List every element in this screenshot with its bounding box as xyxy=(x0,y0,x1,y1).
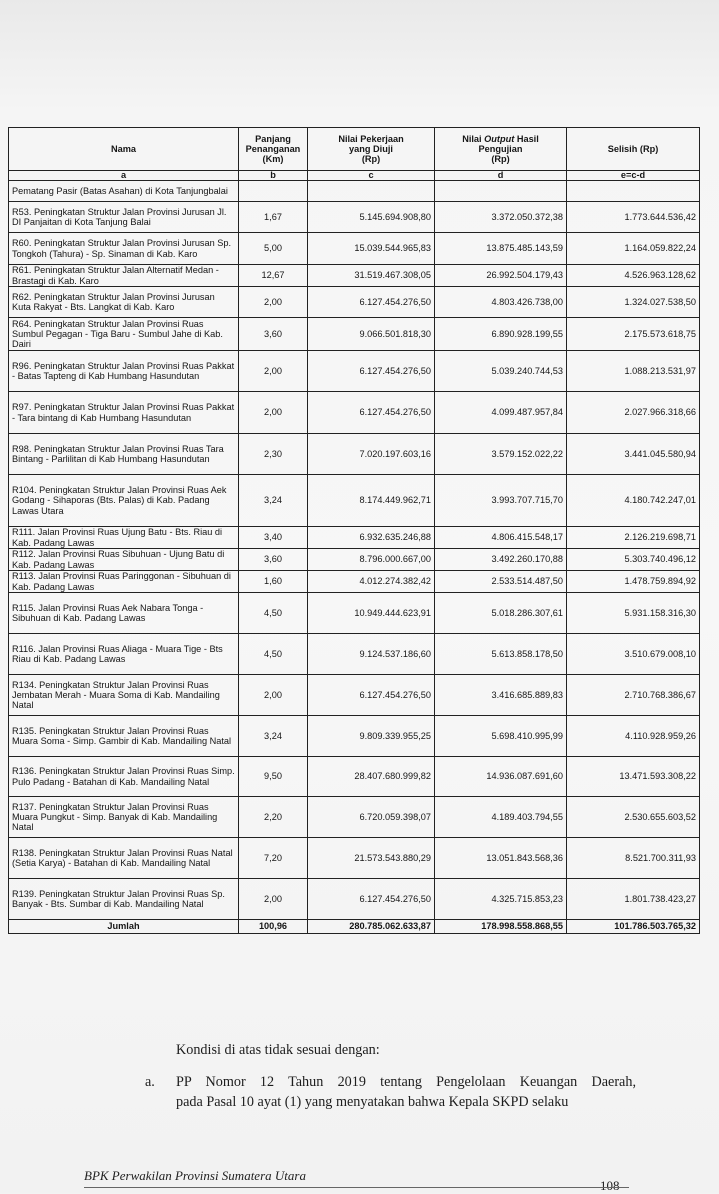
row-km-cell: 12,67 xyxy=(239,265,308,287)
row-name-cell: R96. Peningkatan Struktur Jalan Provinsi Ruas Pakkat - Batas Tapteng di Kab Humbang Hasundutan xyxy=(9,351,239,392)
row-name-cell: R112. Jalan Provinsi Ruas Sibuhuan - Ujung Batu di Kab. Padang Lawas xyxy=(9,549,239,571)
row-output-cell: 3.993.707.715,70 xyxy=(435,475,567,527)
row-selisih-cell: 1.164.059.822,24 xyxy=(567,233,700,265)
subheader-cell: b xyxy=(239,171,308,181)
row-selisih-cell: 2.126.219.698,71 xyxy=(567,527,700,549)
subheader-cell: a xyxy=(9,171,239,181)
findings-table xyxy=(8,127,700,934)
row-km-cell: 3,60 xyxy=(239,318,308,351)
row-name-cell: R111. Jalan Provinsi Ruas Ujung Batu - Bts. Riau di Kab. Padang Lawas xyxy=(9,527,239,549)
row-output-cell: 4.099.487.957,84 xyxy=(435,392,567,434)
table-row xyxy=(9,265,700,287)
row-output-cell: 2.533.514.487,50 xyxy=(435,571,567,593)
row-name-cell: R64. Peningkatan Struktur Jalan Provinsi Ruas Sumbul Pegagan - Tiga Baru - Sumbul Jahe di Kab. Dairi xyxy=(9,318,239,351)
row-selisih-cell: 1.088.213.531,97 xyxy=(567,351,700,392)
row-output-cell: 4.189.403.794,55 xyxy=(435,797,567,838)
row-output-cell: 5.018.286.307,61 xyxy=(435,593,567,634)
row-selisih-cell: 5.303.740.496,12 xyxy=(567,549,700,571)
table-row xyxy=(9,593,700,634)
row-selisih-cell: 4.110.928.959,26 xyxy=(567,716,700,757)
total-output: 178.998.558.868,55 xyxy=(435,920,567,934)
row-selisih-cell: 2.530.655.603,52 xyxy=(567,797,700,838)
total-label: Jumlah xyxy=(9,920,239,934)
table-subheader-row xyxy=(9,171,700,181)
row-km-cell: 3,60 xyxy=(239,549,308,571)
row-nilai-cell: 6.127.454.276,50 xyxy=(308,351,435,392)
row-name-cell: Pematang Pasir (Batas Asahan) di Kota Tanjungbalai xyxy=(9,181,239,202)
subheader-cell: e=c-d xyxy=(567,171,700,181)
table-row xyxy=(9,634,700,675)
row-km-cell: 3,40 xyxy=(239,527,308,549)
row-output-cell: 5.039.240.744,53 xyxy=(435,351,567,392)
row-output-cell: 3.372.050.372,38 xyxy=(435,202,567,233)
row-nilai-cell: 6.932.635.246,88 xyxy=(308,527,435,549)
row-output-cell: 4.806.415.548,17 xyxy=(435,527,567,549)
row-nilai-cell: 4.012.274.382,42 xyxy=(308,571,435,593)
list-item-marker: a. xyxy=(145,1074,155,1090)
header-nilai-pekerjaan: Nilai Pekerjaan yang Diuji (Rp) xyxy=(308,128,435,171)
row-name-cell: R104. Peningkatan Struktur Jalan Provinsi Ruas Aek Godang - Sihaporas (Bts. Palas) di Kab. Padang Lawas Utara xyxy=(9,475,239,527)
row-output-cell: 26.992.504.179,43 xyxy=(435,265,567,287)
footer-divider xyxy=(84,1187,629,1188)
table-row xyxy=(9,675,700,716)
table-row xyxy=(9,202,700,233)
row-selisih-cell: 5.931.158.316,30 xyxy=(567,593,700,634)
table-row xyxy=(9,233,700,265)
row-selisih-cell: 4.180.742.247,01 xyxy=(567,475,700,527)
row-km-cell: 3,24 xyxy=(239,475,308,527)
header-panjang: Panjang Penanganan (Km) xyxy=(239,128,308,171)
row-output-cell: 5.613.858.178,50 xyxy=(435,634,567,675)
table-row xyxy=(9,797,700,838)
row-selisih-cell: 2.710.768.386,67 xyxy=(567,675,700,716)
row-nilai-cell: 7.020.197.603,16 xyxy=(308,434,435,475)
row-km-cell: 1,67 xyxy=(239,202,308,233)
row-km-cell: 2,00 xyxy=(239,287,308,318)
row-km-cell: 1,60 xyxy=(239,571,308,593)
row-km-cell: 4,50 xyxy=(239,634,308,675)
row-nilai-cell: 15.039.544.965,83 xyxy=(308,233,435,265)
table-row xyxy=(9,318,700,351)
table-row xyxy=(9,527,700,549)
table-row xyxy=(9,475,700,527)
row-nilai-cell: 8.174.449.962,71 xyxy=(308,475,435,527)
list-item-line-2: pada Pasal 10 ayat (1) yang menyatakan bahwa Kepala SKPD selaku xyxy=(176,1094,569,1110)
row-selisih-cell: 4.526.963.128,62 xyxy=(567,265,700,287)
row-name-cell: R98. Peningkatan Struktur Jalan Provinsi Ruas Tara Bintang - Parlilitan di Kab Humbang Hasundutan xyxy=(9,434,239,475)
total-km: 100,96 xyxy=(239,920,308,934)
row-nilai-cell: 5.145.694.908,80 xyxy=(308,202,435,233)
row-km-cell: 2,00 xyxy=(239,351,308,392)
header-selisih: Selisih (Rp) xyxy=(567,128,700,171)
row-name-cell: R97. Peningkatan Struktur Jalan Provinsi Ruas Pakkat - Tara bintang di Kab Humbang Hasundutan xyxy=(9,392,239,434)
row-nilai-cell: 9.124.537.186,60 xyxy=(308,634,435,675)
row-name-cell: R113. Jalan Provinsi Ruas Paringgonan - Sibuhuan di Kab. Padang Lawas xyxy=(9,571,239,593)
table-row xyxy=(9,287,700,318)
row-nilai-cell: 9.066.501.818,30 xyxy=(308,318,435,351)
row-name-cell: R135. Peningkatan Struktur Jalan Provinsi Ruas Muara Soma - Simp. Gambir di Kab. Mandailing Natal xyxy=(9,716,239,757)
row-name-cell: R138. Peningkatan Struktur Jalan Provinsi Ruas Natal (Setia Karya) - Batahan di Kab. Mandailing Natal xyxy=(9,838,239,879)
table-row xyxy=(9,434,700,475)
row-name-cell: R53. Peningkatan Struktur Jalan Provinsi Jurusan Jl. DI Panjaitan di Kota Tanjung Balai xyxy=(9,202,239,233)
table-body xyxy=(9,181,700,920)
row-selisih-cell: 1.478.759.894,92 xyxy=(567,571,700,593)
row-nilai-cell: 21.573.543.880,29 xyxy=(308,838,435,879)
row-km-cell: 9,50 xyxy=(239,757,308,797)
row-nilai-cell: 10.949.444.623,91 xyxy=(308,593,435,634)
row-nilai-cell: 9.809.339.955,25 xyxy=(308,716,435,757)
row-name-cell: R134. Peningkatan Struktur Jalan Provinsi Ruas Jembatan Merah - Muara Soma di Kab. Mandailing Natal xyxy=(9,675,239,716)
row-nilai-cell: 6.720.059.398,07 xyxy=(308,797,435,838)
row-selisih-cell: 2.027.966.318,66 xyxy=(567,392,700,434)
table-row xyxy=(9,757,700,797)
row-km-cell: 2,20 xyxy=(239,797,308,838)
table-header-row xyxy=(9,128,700,171)
row-output-cell: 13.875.485.143,59 xyxy=(435,233,567,265)
total-selisih: 101.786.503.765,32 xyxy=(567,920,700,934)
row-nilai-cell: 6.127.454.276,50 xyxy=(308,287,435,318)
row-output-cell: 3.579.152.022,22 xyxy=(435,434,567,475)
row-km-cell: 5,00 xyxy=(239,233,308,265)
row-output-cell: 4.325.715.853,23 xyxy=(435,879,567,920)
row-selisih-cell: 1.801.738.423,27 xyxy=(567,879,700,920)
table-row xyxy=(9,838,700,879)
row-output-cell: 3.492.260.170,88 xyxy=(435,549,567,571)
row-nilai-cell: 28.407.680.999,82 xyxy=(308,757,435,797)
row-output-cell: 13.051.843.568,36 xyxy=(435,838,567,879)
list-item-line-1: PP Nomor 12 Tahun 2019 tentang Pengelolaan Keuangan Daerah, xyxy=(176,1074,636,1090)
table-row xyxy=(9,392,700,434)
row-output-cell: 14.936.087.691,60 xyxy=(435,757,567,797)
row-km-cell xyxy=(239,181,308,202)
table-row xyxy=(9,549,700,571)
row-nilai-cell xyxy=(308,181,435,202)
row-km-cell: 2,00 xyxy=(239,879,308,920)
table-row xyxy=(9,181,700,202)
page-number: 108 xyxy=(600,1178,620,1193)
row-name-cell: R115. Jalan Provinsi Ruas Aek Nabara Tonga - Sibuhuan di Kab. Padang Lawas xyxy=(9,593,239,634)
row-nilai-cell: 6.127.454.276,50 xyxy=(308,392,435,434)
row-nilai-cell: 31.519.467.308,05 xyxy=(308,265,435,287)
row-selisih-cell: 3.510.679.008,10 xyxy=(567,634,700,675)
table-row xyxy=(9,879,700,920)
row-name-cell: R62. Peningkatan Struktur Jalan Provinsi Jurusan Kuta Rakyat - Bts. Langkat di Kab. Karo xyxy=(9,287,239,318)
row-name-cell: R136. Peningkatan Struktur Jalan Provinsi Ruas Simp. Pulo Padang - Batahan di Kab. Mandailing Natal xyxy=(9,757,239,797)
row-selisih-cell xyxy=(567,181,700,202)
table-row xyxy=(9,351,700,392)
row-output-cell: 3.416.685.889,83 xyxy=(435,675,567,716)
row-name-cell: R61. Peningkatan Struktur Jalan Alternatif Medan - Brastagi di Kab. Karo xyxy=(9,265,239,287)
row-output-cell: 6.890.928.199,55 xyxy=(435,318,567,351)
subheader-cell: c xyxy=(308,171,435,181)
total-row xyxy=(9,920,700,934)
row-km-cell: 3,24 xyxy=(239,716,308,757)
row-nilai-cell: 6.127.454.276,50 xyxy=(308,675,435,716)
row-output-cell: 5.698.410.995,99 xyxy=(435,716,567,757)
header-nama: Nama xyxy=(9,128,239,171)
row-output-cell xyxy=(435,181,567,202)
row-nilai-cell: 6.127.454.276,50 xyxy=(308,879,435,920)
row-km-cell: 2,00 xyxy=(239,392,308,434)
footer-organization: BPK Perwakilan Provinsi Sumatera Utara xyxy=(84,1168,306,1183)
row-km-cell: 7,20 xyxy=(239,838,308,879)
row-selisih-cell: 13.471.593.308,22 xyxy=(567,757,700,797)
row-selisih-cell: 8.521.700.311,93 xyxy=(567,838,700,879)
row-km-cell: 2,00 xyxy=(239,675,308,716)
table-row xyxy=(9,716,700,757)
row-selisih-cell: 1.773.644.536,42 xyxy=(567,202,700,233)
row-name-cell: R116. Jalan Provinsi Ruas Aliaga - Muara Tige - Bts Riau di Kab. Padang Lawas xyxy=(9,634,239,675)
row-selisih-cell: 3.441.045.580,94 xyxy=(567,434,700,475)
row-selisih-cell: 1.324.027.538,50 xyxy=(567,287,700,318)
row-name-cell: R137. Peningkatan Struktur Jalan Provinsi Ruas Muara Pungkut - Simp. Banyak di Kab. Mandailing Natal xyxy=(9,797,239,838)
table-row xyxy=(9,571,700,593)
row-name-cell: R139. Peningkatan Struktur Jalan Provinsi Ruas Sp. Banyak - Bts. Sumbar di Kab. Mandailing Natal xyxy=(9,879,239,920)
row-output-cell: 4.803.426.738,00 xyxy=(435,287,567,318)
row-name-cell: R60. Peningkatan Struktur Jalan Provinsi Jurusan Sp. Tongkoh (Tahura) - Sp. Sinaman di Kab. Karo xyxy=(9,233,239,265)
row-km-cell: 4,50 xyxy=(239,593,308,634)
row-km-cell: 2,30 xyxy=(239,434,308,475)
row-nilai-cell: 8.796.000.667,00 xyxy=(308,549,435,571)
subheader-cell: d xyxy=(435,171,567,181)
kondisi-paragraph: Kondisi di atas tidak sesuai dengan: xyxy=(176,1042,380,1058)
row-selisih-cell: 2.175.573.618,75 xyxy=(567,318,700,351)
total-nilai: 280.785.062.633,87 xyxy=(308,920,435,934)
header-nilai-output: Nilai Output Hasil Pengujian (Rp) xyxy=(435,128,567,171)
